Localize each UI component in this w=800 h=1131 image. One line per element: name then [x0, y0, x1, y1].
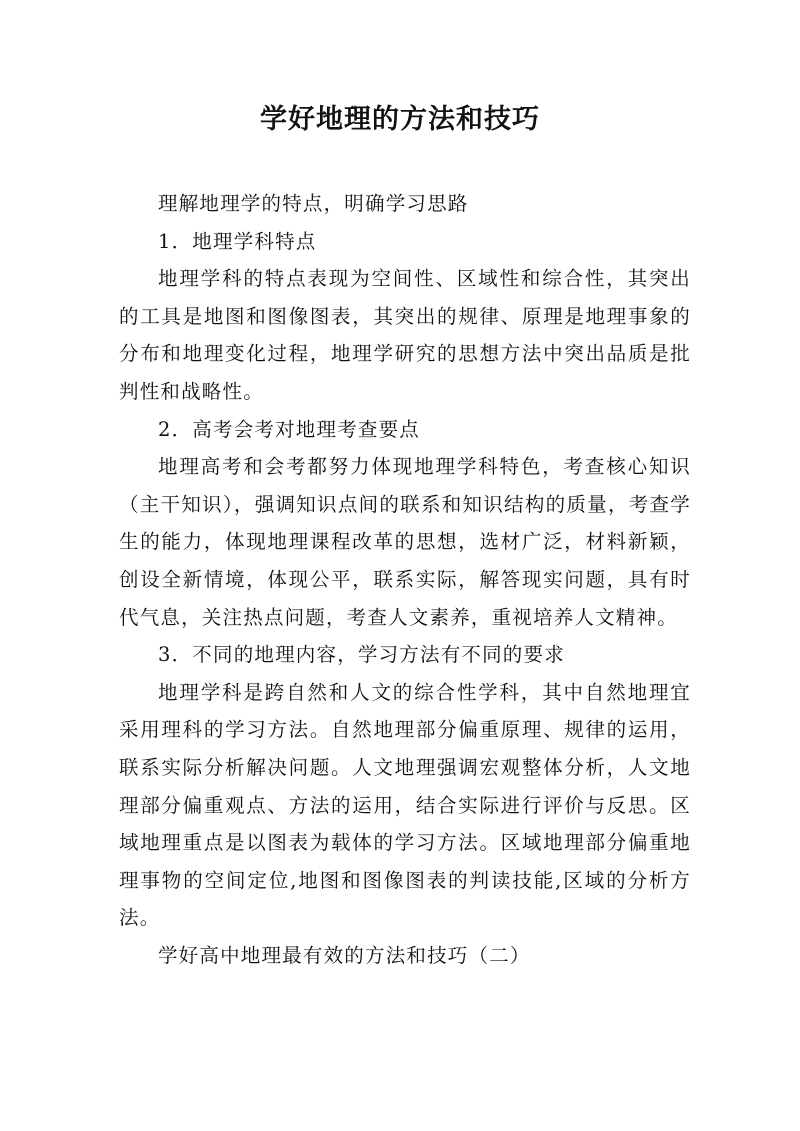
section-intro-heading: 理解地理学的特点，明确学习思路 — [158, 192, 469, 215]
section-3-heading: 3．不同的地理内容，学习方法有不同的要求 — [158, 643, 565, 667]
section-1-heading: 1．地理学科特点 — [158, 229, 317, 253]
section-3-paragraph: 地理学科是跨自然和人文的综合性学科，其中自然地理宜采用理科的学习方法。自然地理部分偏重原理、规律的运用，联系实际分析解决问题。人文地理强调宏观整体分析，人文地理部分偏重观点、方法的运用，结合实际进行评价与反思。区域地理重点是以图表为载体的学习方法。区域地理部分偏重地理事物的空间定位,地图和图像图表的判读技能,区域的分析方法。 — [119, 680, 691, 930]
document-title: 学好地理的方法和技巧 — [260, 104, 540, 135]
section-2-paragraph: 地理高考和会考都努力体现地理学科特色，考查核心知识（主干知识），强调知识点间的联系和知识结构的质量，考查学生的能力，体现地理课程改革的思想，选材广泛，材料新颖，创设全新情境，体现公平，联系实际，解答现实问题，具有时代气息，关注热点问题，考查人文素养，重视培养人文精神。 — [119, 455, 691, 629]
document-body — [119, 185, 691, 974]
section-1-paragraph: 地理学科的特点表现为空间性、区域性和综合性，其突出的工具是地图和图像图表，其突出的规律、原理是地理事象的分布和地理变化过程，地理学研究的思想方法中突出品质是批判性和战略性。 — [119, 267, 691, 403]
section-2-heading: 2．高考会考对地理考查要点 — [158, 417, 421, 441]
next-part-heading: 学好高中地理最有效的方法和技巧（二） — [158, 943, 531, 967]
